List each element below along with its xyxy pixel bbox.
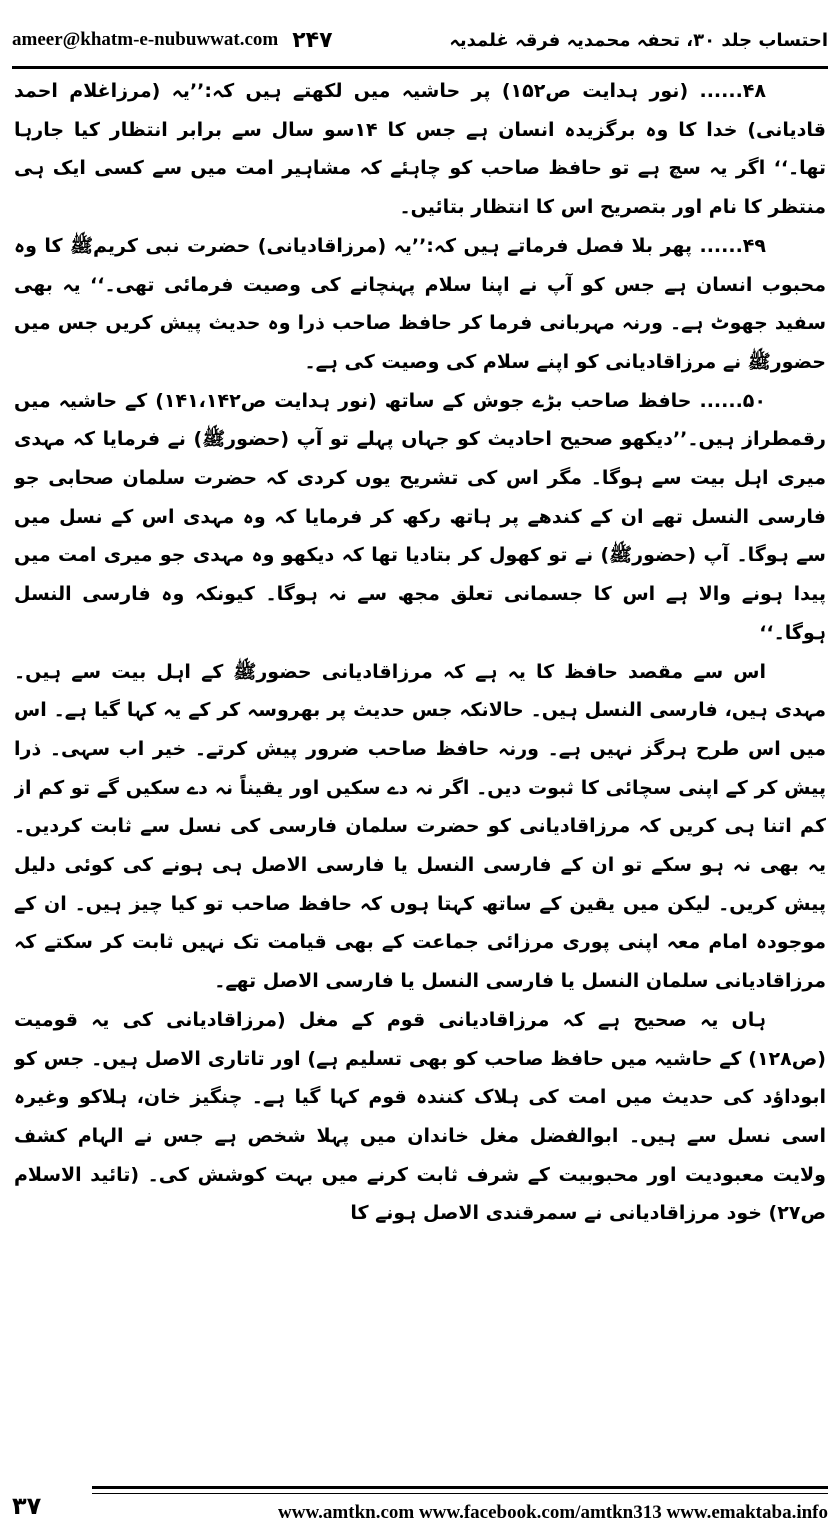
paragraph-48: ۴۸...... (نور ہدایت ص۱۵۲) پر حاشیہ میں لکھتے ہیں کہ:’’یہ (مرزاغلام احمد قادیانی) خدا کا وہ برگزیدہ انسان ہے جس کا ۱۴سو سال سے برابر انتظار کیا جارہا تھا۔‘‘ اگر یہ سچ ہے تو حافظ صاحب کو چاہئے کہ مشاہیر امت میں سے کسی ایک ہی منتظر کا نام اور بتصریح اس کا انتظار بتائیں۔ <box>14 80 826 219</box>
header-email: ameer@khatm-e-nubuwwat.com <box>12 29 279 50</box>
footer-page-number: ۳۷ <box>12 1492 42 1520</box>
header-rule <box>12 66 828 69</box>
paragraph-50: ۵۰...... حافظ صاحب بڑے جوش کے ساتھ (نور ہدایت ص۱۴۱،۱۴۲) کے حاشیہ میں رقمطراز ہیں۔’’دیکھو صحیح احادیث کو جہاں پہلے تو آپ (حضورﷺ) نے فرمایا کہ مہدی میری اہل بیت سے ہوگا۔ مگر اس کی تشریح یوں کردی کہ حضرت سلمان صحابی جو فارسی النسل تھے ان کے کندھے پر ہاتھ رکھ کر فرمایا کہ وہ مہدی اس کے نسل میں سے ہوگا۔ آپ (حضورﷺ) نے تو کھول کر بتادیا تھا کہ دیکھو وہ مہدی جو میری امت میں پیدا ہونے والا ہے اس کا جسمانی تعلق مجھ سے نہ ہوگا۔ کیونکہ وہ فارسی النسل ہوگا۔‘‘ <box>14 389 826 644</box>
header-book-title: احتساب جلد ۳۰، تحفہ محمدیہ فرقہ غلمدیہ <box>449 29 828 51</box>
page-footer <box>12 1486 828 1530</box>
paragraph-commentary: اس سے مقصد حافظ کا یہ ہے کہ مرزاقادیانی حضورﷺ کے اہل بیت سے ہیں۔ مہدی ہیں، فارسی النسل ہیں۔ حالانکہ جس حدیث پر بھروسہ کر کے یہ کہا گیا ہے۔ اس میں اس طرح ہرگز نہیں ہے۔ ورنہ حافظ صاحب ضرور پیش کرتے۔ خیر اب سہی۔ ذرا پیش کر کے اپنی سچائی کا ثبوت دیں۔ اگر نہ دے سکیں اور یقیناً نہ دے سکیں گے تو کم از کم اتنا ہی کریں کہ مرزاقادیانی کو حضرت سلمان فارسی کی نسل سے ثابت کردیں۔ یہ بھی نہ ہو سکے تو ان کے فارسی النسل یا فارسی الاصل ہی ہونے کی کوئی دلیل پیش کریں۔ لیکن میں یقین کے ساتھ کہتا ہوں کہ حافظ صاحب تو کیا چیز ہیں۔ ان کے موجودہ امام معہ اپنی پوری مرزائی جماعت کے بھی قیامت تک نہیں ثابت کر سکتے کہ مرزاقادیانی سلمان النسل یا فارسی النسل یا فارسی الاصل تھے۔ <box>14 660 826 993</box>
paragraph-49: ۴۹...... پھر بلا فصل فرماتے ہیں کہ:’’یہ (مرزاقادیانی) حضرت نبی کریمﷺ کا وہ محبوب انسان ہے جس کو آپ نے اپنا سلام پہنچانے کی وصیت فرمائی تھی۔‘‘ یہ بھی سفید جھوٹ ہے۔ ورنہ مہربانی فرما کر حافظ صاحب ذرا وہ حدیث پیش کریں جس میں حضورﷺ نے مرزاقادیانی کو اپنے سلام کی وصیت کی ہے۔ <box>14 234 826 373</box>
footer-rule-thick <box>92 1486 828 1489</box>
footer-links: www.amtkn.com www.facebook.com/amtkn313 www.emaktaba.info <box>278 1502 828 1523</box>
header-left <box>12 28 333 53</box>
page-header <box>12 20 828 60</box>
paragraph-mughal: ہاں یہ صحیح ہے کہ مرزاقادیانی قوم کے مغل (مرزاقادیانی کی یہ قومیت (ص۱۲۸) کے حاشیہ میں حافظ صاحب کو بھی تسلیم ہے) اور تاتاری الاصل ہیں۔ جس کو ابوداؤد کی حدیث میں امت کی ہلاک کنندہ قوم کہا گیا ہے۔ چنگیز خان، ہلاکو وغیرہ اسی نسل سے ہیں۔ ابوالفضل مغل خاندان میں پہلا شخص ہے جس نے الہام کشف ولایت معبودیت اور محبوبیت کے شرف ثابت کرنے میں بہت کوشش کی۔ (تائید الاسلام ص۲۷) خود مرزاقادیانی نے سمرقندی الاصل ہونے کا <box>14 1008 826 1225</box>
header-page-number: ۲۴۷ <box>292 27 333 53</box>
document-body <box>14 72 826 1450</box>
footer-rule-thin <box>92 1493 828 1494</box>
